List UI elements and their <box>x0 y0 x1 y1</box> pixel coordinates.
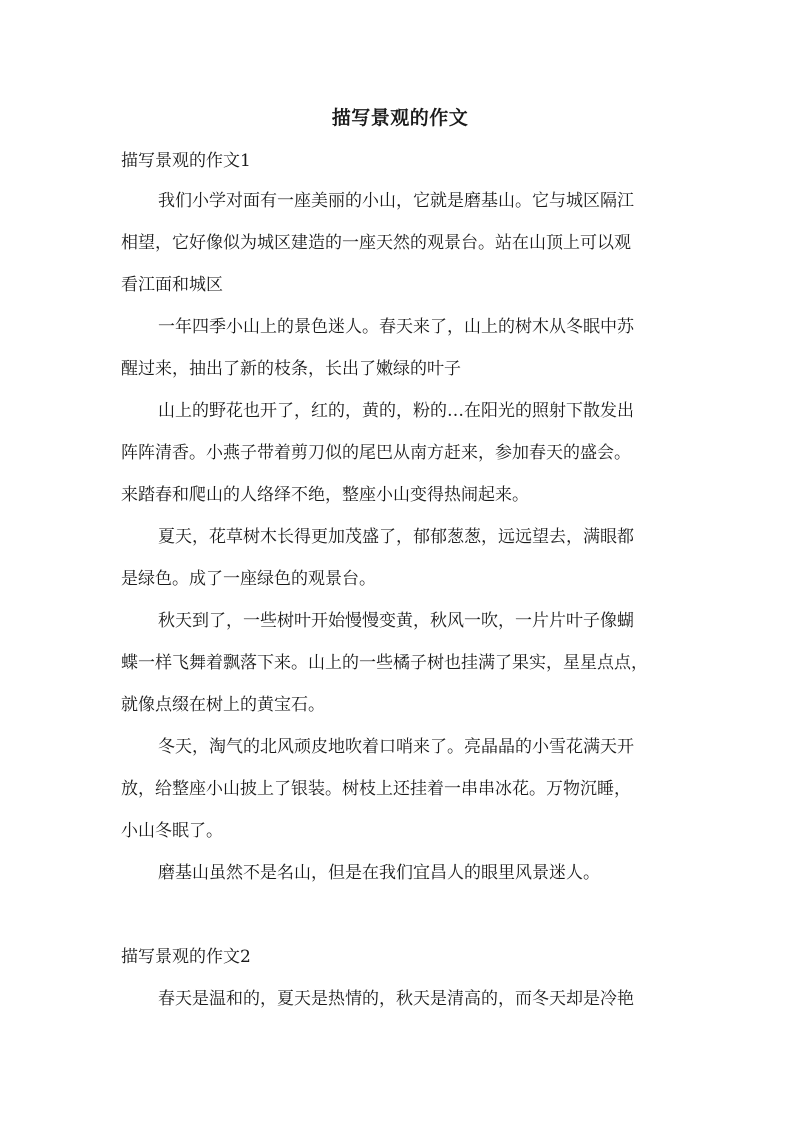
paragraph-line: 我们小学对面有一座美丽的小山，它就是磨基山。它与城区隔江 <box>158 191 634 211</box>
paragraph-line: 磨基山虽然不是名山，但是在我们宜昌人的眼里风景迷人。 <box>158 863 600 883</box>
paragraph-line: 山上的野花也开了，红的，黄的，粉的…在阳光的照射下散发出 <box>158 401 634 421</box>
paragraph-line: 一年四季小山上的景色迷人。春天来了，山上的树木从冬眠中苏 <box>158 317 634 337</box>
document-title: 描写景观的作文 <box>331 107 469 129</box>
paragraph <box>121 978 691 1020</box>
paragraph <box>121 726 691 852</box>
paragraph <box>121 600 691 726</box>
paragraph-line: 相望，它好像似为城区建造的一座天然的观景台。站在山顶上可以观 <box>121 233 631 253</box>
section-heading-2: 描写景观的作文2 <box>121 947 251 967</box>
paragraph-line: 就像点缀在树上的黄宝石。 <box>121 695 325 715</box>
paragraph <box>121 390 691 516</box>
paragraph-line: 夏天，花草树木长得更加茂盛了，郁郁葱葱，远远望去，满眼都 <box>158 527 634 547</box>
paragraph <box>121 852 691 894</box>
paragraph <box>121 306 691 390</box>
paragraph <box>121 516 691 600</box>
paragraph-line: 来踏春和爬山的人络绎不绝，整座小山变得热闹起来。 <box>121 485 529 505</box>
paragraph-line: 放，给整座小山披上了银装。树枝上还挂着一串串冰花。万物沉睡， <box>121 779 631 799</box>
section-heading-1: 描写景观的作文1 <box>121 151 251 171</box>
paragraph-line: 秋天到了，一些树叶开始慢慢变黄，秋风一吹，一片片叶子像蝴 <box>158 611 634 631</box>
paragraph <box>121 180 691 306</box>
paragraph-line: 看江面和城区 <box>121 275 223 295</box>
paragraph-line: 小山冬眠了。 <box>121 821 223 841</box>
paragraph-line: 冬天，淘气的北风顽皮地吹着口哨来了。亮晶晶的小雪花满天开 <box>158 737 634 757</box>
paragraph-line: 是绿色。成了一座绿色的观景台。 <box>121 569 376 589</box>
paragraph-line: 蝶一样飞舞着飘落下来。山上的一些橘子树也挂满了果实，星星点点， <box>121 653 648 673</box>
paragraph-line: 阵阵清香。小燕子带着剪刀似的尾巴从南方赶来，参加春天的盛会。 <box>121 443 631 463</box>
paragraph-line: 春天是温和的，夏天是热情的，秋天是清高的，而冬天却是冷艳 <box>158 989 634 1009</box>
paragraph-line: 醒过来，抽出了新的枝条，长出了嫩绿的叶子 <box>121 359 461 379</box>
